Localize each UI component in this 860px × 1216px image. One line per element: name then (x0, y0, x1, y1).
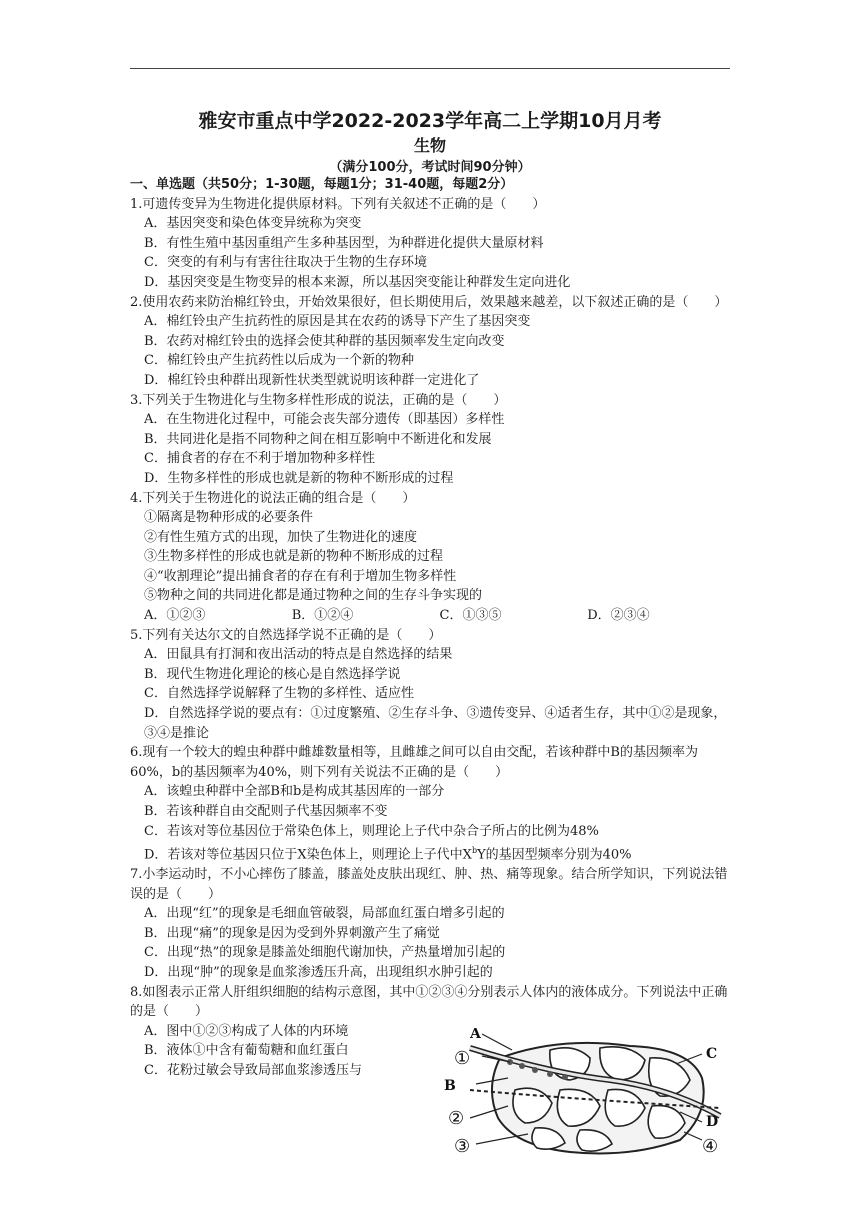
subject-title: 生物 (413, 136, 446, 155)
figure-label-1: ① (454, 1048, 471, 1069)
option-d: D．生物多样性的形成也就是新的物种不断形成的过程 (144, 470, 454, 486)
section-heading: 一、单选题（共50分；1-30题，每题1分；31-40题，每题2分） (130, 177, 514, 192)
option-c: C．花粉过敏会导致局部血浆渗透压与 (144, 1063, 362, 1079)
exam-note: （满分100分，考试时间90分钟） (329, 160, 531, 175)
option-a: A．出现“红”的现象是毛细血管破裂，局部血红蛋白增多引起的 (144, 906, 505, 922)
option-b: B．液体①中含有葡萄糖和血红蛋白 (144, 1043, 349, 1059)
exam-title: 雅安市重点中学2022-2023学年高二上学期10月月考 (198, 110, 662, 132)
question-5 (130, 626, 735, 744)
figure-label-c: C (706, 1046, 718, 1062)
figure-label-4: ④ (702, 1136, 719, 1157)
option-b: B．共同进化是指不同物种之间在相互影响中不断进化和发展 (144, 431, 492, 447)
option-d: D．基因突变是生物变异的根本来源，所以基因突变能让种群发生定向进化 (144, 274, 571, 290)
figure-label-a: A (470, 1028, 481, 1042)
option-a: A．在生物进化过程中，可能会丧失部分遗传（即基因）多样性 (144, 412, 505, 428)
option-a: A．棉红铃虫产生抗药性的原因是其在农药的诱导下产生了基因突变 (144, 314, 531, 330)
option-a: A．图中①②③构成了人体的内环境 (144, 1023, 349, 1039)
option-d-suffix: Y的基因型频率分别为40% (477, 847, 632, 863)
option-c: C．棉红铃虫产生抗药性以后成为一个新的物种 (144, 353, 414, 369)
option-c: C．捕食者的存在不利于增加物种多样性 (144, 451, 375, 467)
option-d-prefix: D．若该对等位基因只位于X染色体上，则理论上子代中X (144, 847, 472, 863)
option-c: C．出现“热”的现象是膝盖处细胞代谢加快，产热量增加引起的 (144, 945, 506, 961)
question-2 (130, 293, 735, 391)
statement-4: ④“收割理论”提出捕食者的存在有利于增加生物多样性 (144, 568, 457, 584)
question-stem: 2.使用农药来防治棉红铃虫，开始效果很好，但长期使用后，效果越来越差，以下叙述正确的是（ ） (130, 294, 728, 310)
figure-label-3: ③ (454, 1136, 471, 1157)
statement-5: ⑤物种之间的共同进化都是通过物种之间的生存斗争实现的 (144, 588, 483, 604)
figure-label-d: D (706, 1114, 719, 1130)
question-4 (130, 489, 735, 626)
question-stem: 3.下列关于生物进化与生物多样性形成的说法，正确的是（ ） (130, 392, 507, 408)
option-b: B．现代生物进化理论的核心是自然选择学说 (144, 666, 401, 682)
figure-label-b: B (444, 1078, 456, 1094)
statement-2: ②有性生殖方式的出现，加快了生物进化的速度 (144, 529, 418, 545)
option-b: B．出现“痛”的现象是因为受到外界刺激产生了痛觉 (144, 925, 440, 941)
question-3 (130, 391, 735, 489)
top-rule (130, 68, 730, 69)
option-row (130, 606, 735, 626)
option-b: B．农药对棉红铃虫的选择会使其种群的基因频率发生定向改变 (144, 333, 505, 349)
liver-tissue-figure (440, 1028, 740, 1158)
option-d-superscript: b (471, 846, 478, 856)
question-content (130, 175, 735, 1081)
option-c: C．①③⑤ (439, 608, 502, 624)
option-b: B．有性生殖中基因重组产生多种基因型，为种群进化提供大量原材料 (144, 235, 544, 251)
question-stem: 7.小李运动时，不小心摔伤了膝盖，膝盖处皮肤出现红、肿、热、痛等现象。结合所学知识，下列说法错误的是（ ） (130, 867, 728, 902)
figure-label-2: ② (448, 1108, 465, 1129)
question-7 (130, 865, 735, 983)
option-c: C．自然选择学说解释了生物的多样性、适应性 (144, 686, 414, 702)
statement-1: ①隔离是物种形成的必要条件 (144, 510, 314, 526)
option-d (130, 841, 735, 865)
liver-tissue-diagram (440, 1028, 740, 1158)
question-stem: 4.下列关于生物进化的说法正确的组合是（ ） (130, 490, 416, 506)
option-b: B．若该种群自由交配则子代基因频率不变 (144, 804, 388, 819)
question-stem: 6.现有一个较大的蝗虫种群中雌雄数量相等，且雌雄之间可以自由交配，若该种群中B的基因频率为60%，b的基因频率为40%，则下列有关说法不正确的是（ ） (130, 745, 698, 780)
option-b: B．①②④ (291, 608, 354, 624)
question-stem: 1.可遗传变异为生物进化提供原材料。下列有关叙述不正确的是（ ） (130, 196, 546, 212)
option-d: D．②③④ (587, 608, 650, 624)
question-6 (130, 743, 735, 865)
option-c: C．若该对等位基因位于常染色体上，则理论上子代中杂合子所占的比例为48% (144, 823, 599, 839)
option-d: D．棉红铃虫种群出现新性状类型就说明该种群一定进化了 (144, 372, 480, 388)
question-1 (130, 195, 735, 293)
option-c: C．突变的有利与有害往往取决于生物的生存环境 (144, 255, 427, 271)
option-d: D．自然选择学说的要点有：①过度繁殖、②生存斗争、③遗传变异、④适者生存，其中①②是现象，③④是推论 (144, 706, 727, 741)
option-d: D．出现“肿”的现象是血浆渗透压升高，出现组织水肿引起的 (144, 965, 493, 981)
question-stem: 8.如图表示正常人肝组织细胞的结构示意图，其中①②③④分别表示人体内的液体成分。下列说法中正确的是（ ） (130, 984, 728, 1020)
option-a: A．该蝗虫种群中全部B和b是构成其基因库的一部分 (144, 784, 445, 800)
statement-3: ③生物多样性的形成也就是新的物种不断形成的过程 (144, 549, 444, 565)
question-stem: 5.下列有关达尔文的自然选择学说不正确的是（ ） (130, 627, 442, 643)
option-a: A．田鼠具有打洞和夜出活动的特点是自然选择的结果 (144, 647, 453, 663)
option-a: A．基因突变和染色体变异统称为突变 (144, 216, 362, 232)
option-a: A．①②③ (144, 608, 206, 624)
